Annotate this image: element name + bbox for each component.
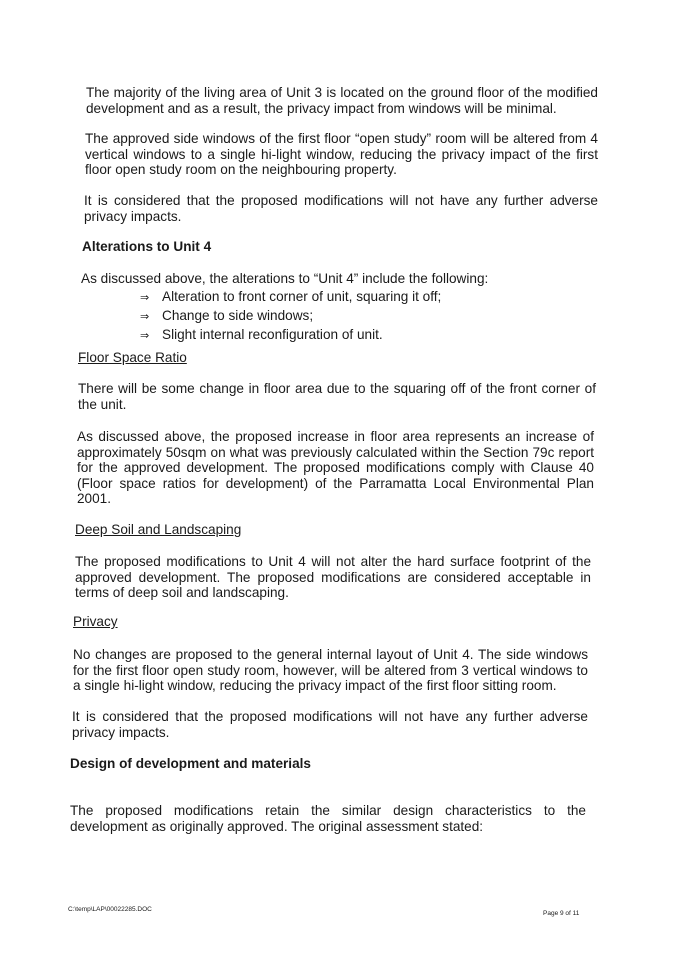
list-item [140,326,441,345]
footer-page-number: Page 9 of 11 [543,910,580,917]
design-heading: Design of development and materials [70,756,311,771]
list-item [140,307,441,326]
double-arrow-right-icon: ⇒ [140,292,150,304]
unit3-paragraph-3: It is considered that the proposed modifications will not have any further adverse privacy impacts. [84,193,598,224]
unit4-intro: As discussed above, the alterations to “Unit 4” include the following: [81,271,489,286]
unit4-heading: Alterations to Unit 4 [82,239,212,254]
list-item-text: Slight internal reconfiguration of unit. [162,327,383,342]
double-arrow-right-icon: ⇒ [140,311,150,323]
double-arrow-right-icon: ⇒ [140,330,150,342]
privacy-paragraph-1: No changes are proposed to the general internal layout of Unit 4. The side windows for the first floor open study room, however, will be altered from 3 vertical windows to a single hi-light window, reducing the privacy impact of the first floor sitting room. [73,647,588,693]
deep-soil-paragraph: The proposed modifications to Unit 4 will not alter the hard surface footprint of the approved development. The proposed modifications are considered acceptable in terms of deep soil and landscaping. [75,554,591,600]
deep-soil-heading: Deep Soil and Landscaping [75,522,242,537]
fsr-paragraph-2: As discussed above, the proposed increase in floor area represents an increase of approximately 50sqm on what was previously calculated within the Section 79c report for the approved development. The proposed modifications comply with Clause 40 (Floor space ratios for development) of the Parramatta Local Environmental Plan 2001. [77,429,594,506]
privacy-heading: Privacy [73,614,118,629]
fsr-heading: Floor Space Ratio [78,350,187,365]
footer-file-path: C:\temp\LAP\00022285.DOC [68,906,152,913]
list-item-text: Alteration to front corner of unit, squaring it off; [162,289,442,304]
design-paragraph: The proposed modifications retain the similar design characteristics to the development as originally approved. The original assessment stated: [70,803,586,834]
unit4-bullet-list [140,288,441,345]
unit3-paragraph-1: The majority of the living area of Unit 3 is located on the ground floor of the modified development and as a result, the privacy impact from windows will be minimal. [86,85,598,116]
list-item-text: Change to side windows; [162,308,314,323]
list-item [140,288,441,307]
fsr-paragraph-1: There will be some change in floor area due to the squaring off of the front corner of the unit. [78,381,596,412]
privacy-paragraph-2: It is considered that the proposed modifications will not have any further adverse privacy impacts. [72,709,588,740]
unit3-paragraph-2: The approved side windows of the first floor “open study” room will be altered from 4 vertical windows to a single hi-light window, reducing the privacy impact of the first floor open study room on the neighbouring property. [85,131,598,177]
